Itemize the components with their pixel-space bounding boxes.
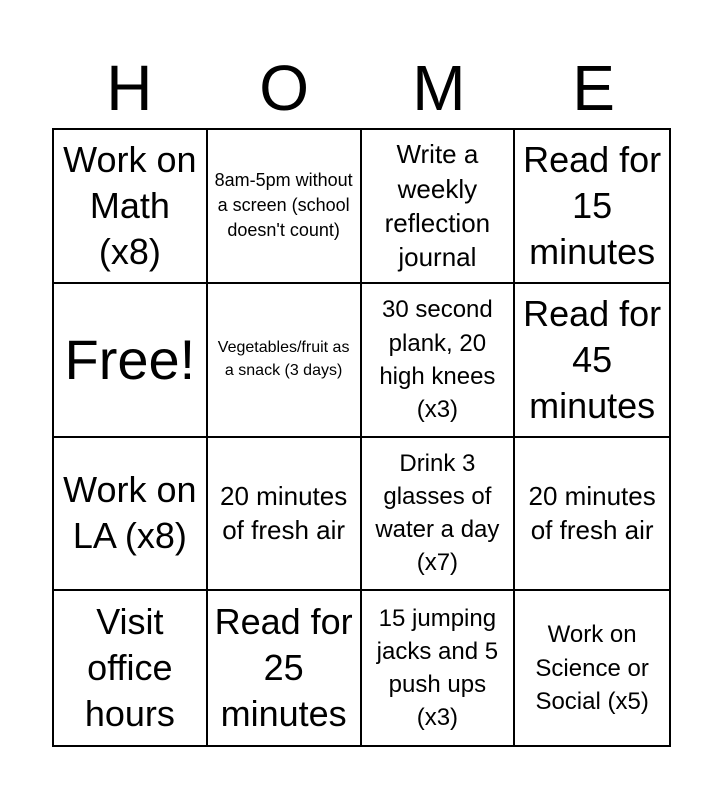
cell-text: Work on Math (x8)	[63, 138, 197, 272]
cell-text: Write a weekly reflection journal	[384, 139, 491, 273]
bingo-cell	[515, 438, 669, 592]
bingo-cell	[362, 130, 516, 284]
cell-text: Visit office hours	[84, 601, 175, 735]
bingo-cell	[54, 130, 208, 284]
header-letter-e: E	[572, 52, 615, 124]
bingo-header	[52, 48, 671, 128]
header-letter-h: H	[106, 52, 153, 124]
cell-text: Read for 45 minutes	[523, 292, 662, 426]
cell-text: 8am-5pm without a screen (school doesn't count)	[214, 170, 353, 241]
cell-text: 20 minutes of fresh air	[528, 481, 656, 546]
bingo-cell	[362, 591, 516, 745]
cell-text: 15 jumping jacks and 5 push ups (x3)	[376, 604, 499, 732]
cell-text: 20 minutes of fresh air	[220, 481, 348, 546]
cell-text: Work on LA (x8)	[63, 469, 197, 557]
bingo-cell	[362, 438, 516, 592]
bingo-board	[52, 128, 671, 747]
cell-text: Read for 25 minutes	[214, 601, 353, 735]
cell-text: 30 second plank, 20 high knees (x3)	[379, 296, 496, 423]
bingo-cell	[515, 591, 669, 745]
bingo-cell	[515, 284, 669, 438]
bingo-cell	[54, 438, 208, 592]
cell-text: Work on Science or Social (x5)	[535, 621, 649, 715]
bingo-cell	[208, 284, 362, 438]
bingo-cell-free	[54, 284, 208, 438]
cell-text: Free!	[64, 327, 196, 391]
bingo-cell	[362, 284, 516, 438]
cell-text: Vegetables/fruit as a snack (3 days)	[217, 339, 350, 379]
bingo-cell	[208, 130, 362, 284]
cell-text: Read for 15 minutes	[523, 138, 662, 272]
bingo-cell	[208, 438, 362, 592]
header-letter-o: O	[259, 52, 310, 124]
bingo-cell	[54, 591, 208, 745]
cell-text: Drink 3 glasses of water a day (x7)	[375, 450, 500, 577]
bingo-cell	[515, 130, 669, 284]
header-letter-m: M	[412, 52, 466, 124]
bingo-cell	[208, 591, 362, 745]
